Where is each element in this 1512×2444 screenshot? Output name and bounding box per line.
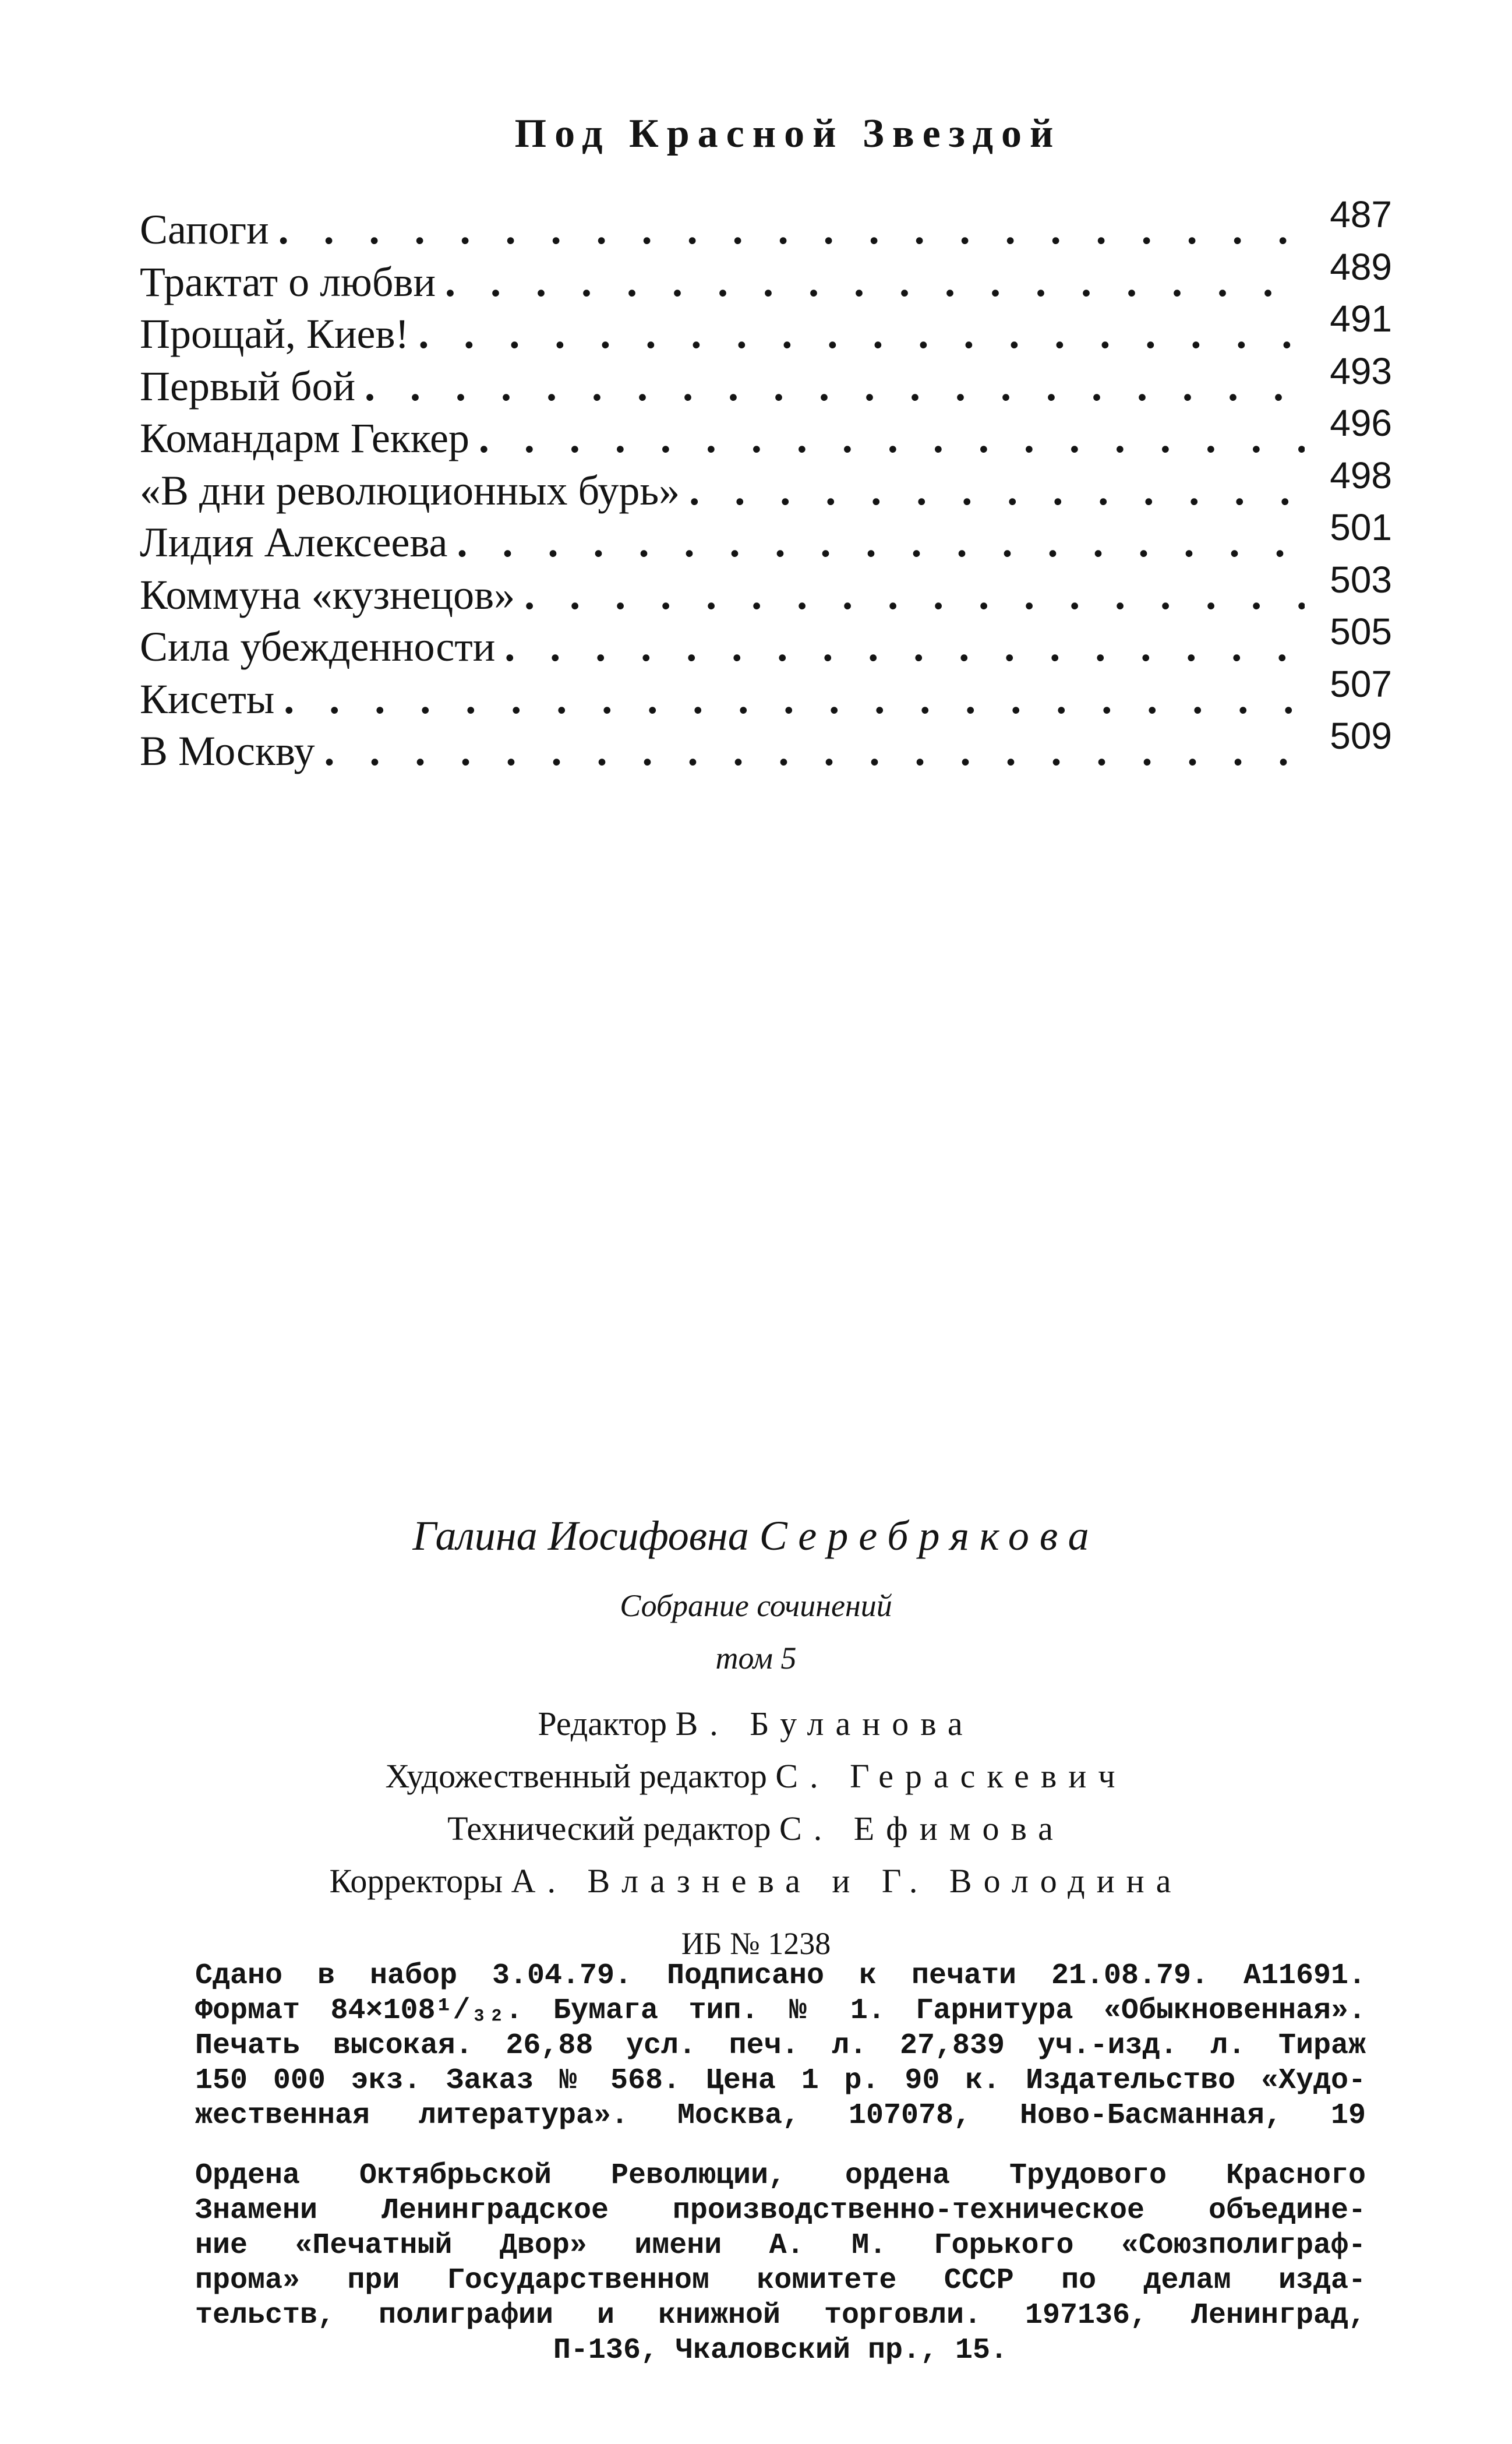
toc-entry[interactable] xyxy=(140,715,1392,778)
print-details-line: 150 000 экз. Заказ № 568. Цена 1 р. 90 к. Издательство «Худо- xyxy=(195,2064,1366,2097)
toc-leader-dots xyxy=(504,621,1305,673)
toc-leader-dots xyxy=(689,465,1305,517)
toc-entry[interactable] xyxy=(140,662,1392,726)
print-details-line: Печать высокая. 26,88 усл. печ. л. 27,839 уч.-изд. л. Тираж xyxy=(195,2029,1366,2062)
toc-entry-title: В Москву xyxy=(140,728,315,774)
printer-info-line: Ордена Октябрьской Революции, ордена Трудового Красного xyxy=(195,2159,1366,2192)
toc-entry-page: 491 xyxy=(1330,298,1392,340)
toc-leader-dots xyxy=(457,517,1305,569)
author-surname: Серебрякова xyxy=(759,1512,1100,1559)
printer-info-line: П-136, Чкаловский пр., 15. xyxy=(553,2334,1008,2367)
printer-info-line: прома» при Государственном комитете СССР по делам изда- xyxy=(195,2264,1366,2297)
print-details-line: жественная литература». Москва, 107078, Ново-Басманная, 19 xyxy=(195,2099,1366,2132)
toc-leader-dots xyxy=(365,361,1305,413)
toc-entry[interactable] xyxy=(140,611,1392,673)
toc-entry-page: 503 xyxy=(1330,558,1392,601)
author-given-name: Галина Иосифовна xyxy=(412,1512,749,1559)
credit-person: В. Буланова xyxy=(675,1705,974,1743)
toc-leader-dots xyxy=(284,673,1305,726)
toc-entry-title: Кисеты xyxy=(140,675,275,722)
printer-info-line: ние «Печатный Двор» имени А. М. Горького «Союзполиграф- xyxy=(195,2229,1366,2262)
printer-info-line: тельств, полиграфии и книжной торговли. 197136, Ленинград, xyxy=(195,2299,1366,2332)
toc-leader-dots xyxy=(324,725,1305,778)
print-details-line: Формат 84×108¹/₃₂. Бумага тип. № 1. Гарнитура «Обыкновенная». xyxy=(195,1994,1366,2027)
toc-entry[interactable] xyxy=(140,245,1392,309)
credit-line xyxy=(0,1809,1512,1848)
toc-entry[interactable] xyxy=(140,402,1392,465)
toc-entry-page: 498 xyxy=(1330,454,1392,496)
toc-entry-title: Сапоги xyxy=(140,206,269,253)
toc-entry-page: 501 xyxy=(1330,506,1392,548)
toc-entry-page: 509 xyxy=(1330,715,1392,757)
table-of-contents xyxy=(140,193,1392,778)
toc-entry-title: Командарм Геккер xyxy=(140,415,469,461)
toc-entry-page: 505 xyxy=(1330,611,1392,653)
toc-entry-page: 489 xyxy=(1330,245,1392,288)
toc-entry-page: 487 xyxy=(1330,193,1392,235)
toc-entry-page: 507 xyxy=(1330,662,1392,705)
toc-entry-title: Трактат о любви xyxy=(140,258,436,305)
section-title: Под Красной Звездой xyxy=(514,111,1062,156)
credit-role: Редактор xyxy=(538,1705,667,1743)
toc-entry-title: Лидия Алексеева xyxy=(140,519,448,566)
toc-entry-title: Коммуна «кузнецов» xyxy=(140,571,515,618)
toc-entry[interactable] xyxy=(140,350,1392,413)
toc-entry-page: 496 xyxy=(1330,402,1392,444)
toc-entry-page: 493 xyxy=(1330,350,1392,392)
toc-leader-dots xyxy=(479,412,1305,465)
printer-info-line: Знамени Ленинградское производственно-техническое объедине- xyxy=(195,2194,1366,2227)
toc-entry-title: «В дни революционных бурь» xyxy=(140,467,680,514)
toc-entry-title: Прощай, Киев! xyxy=(140,311,409,357)
credit-line xyxy=(0,1757,1512,1796)
collection-title: Собрание сочинений xyxy=(620,1588,892,1623)
print-details-line: Сдано в набор 3.04.79. Подписано к печати 21.08.79. А11691. xyxy=(195,1959,1366,1992)
toc-entry-title: Первый бой xyxy=(140,362,356,410)
toc-leader-dots xyxy=(278,204,1305,256)
credit-line xyxy=(0,1704,1512,1743)
toc-leader-dots xyxy=(418,308,1305,361)
credit-person: С. Ефимова xyxy=(779,1810,1065,1847)
credit-role: Технический редактор xyxy=(447,1810,771,1847)
toc-leader-dots xyxy=(445,256,1305,309)
author-name xyxy=(0,1512,1512,1560)
credit-line xyxy=(0,1861,1512,1900)
credit-person: А. Влазнева и Г. Володина xyxy=(511,1862,1183,1900)
toc-entry[interactable] xyxy=(140,193,1392,256)
print-details xyxy=(195,1959,1366,2133)
toc-entry[interactable] xyxy=(140,506,1392,569)
credit-role: Корректоры xyxy=(329,1862,503,1900)
toc-entry-title: Сила убежденности xyxy=(140,623,496,670)
toc-entry[interactable] xyxy=(140,558,1392,622)
credit-role: Художественный редактор xyxy=(385,1757,767,1795)
printer-info xyxy=(195,2159,1366,2368)
volume-label: том 5 xyxy=(715,1641,797,1676)
ib-number: ИБ № 1238 xyxy=(681,1926,831,1961)
toc-entry[interactable] xyxy=(140,298,1392,361)
toc-leader-dots xyxy=(524,569,1305,622)
toc-entry[interactable] xyxy=(140,454,1392,517)
credit-person: С. Гераскевич xyxy=(775,1757,1127,1795)
